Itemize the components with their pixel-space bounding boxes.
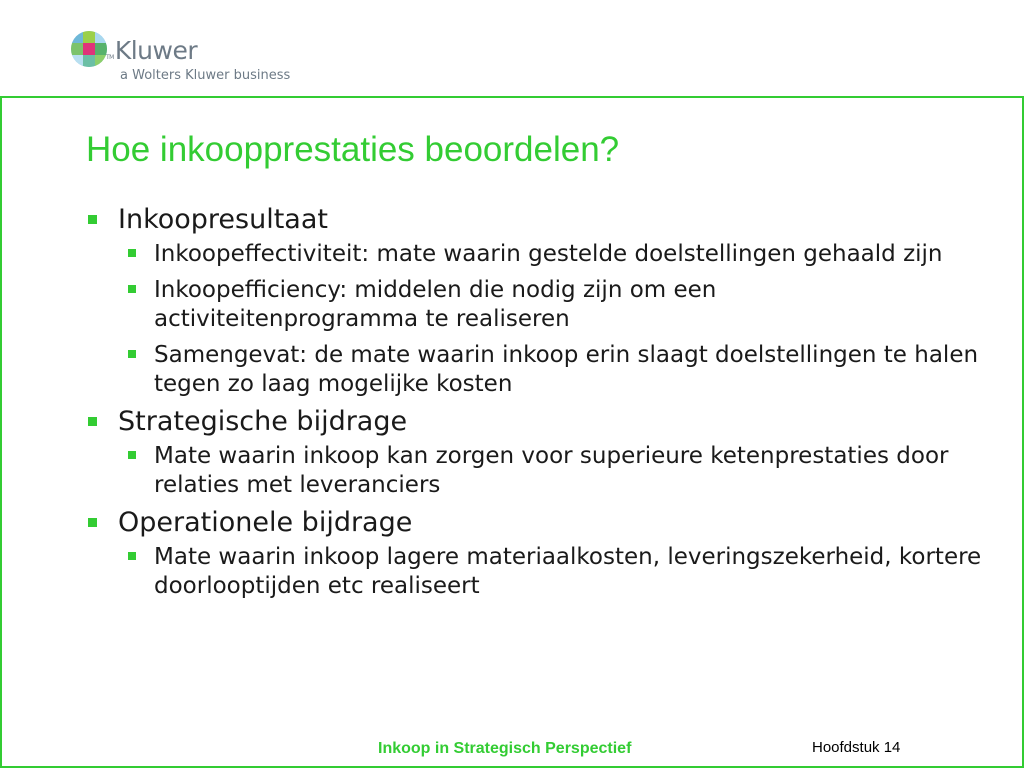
bullet-item <box>86 406 986 438</box>
slide-title: Hoe inkoopprestaties beoordelen? <box>86 130 620 169</box>
footer-book-title: Inkoop in Strategisch Perspectief <box>378 740 632 757</box>
sub-bullet-item <box>86 442 986 501</box>
sub-bullet-list <box>86 442 986 501</box>
bullet-square-icon <box>88 417 97 426</box>
bullet-square-icon <box>88 215 97 224</box>
sub-bullet-item <box>86 240 986 270</box>
sub-bullet-square-icon <box>128 249 136 257</box>
sub-bullet-text: Inkoopefficiency: middelen die nodig zijn om een activiteitenprogramma te realiseren <box>154 276 717 332</box>
sub-bullet-text: Mate waarin inkoop kan zorgen voor superieure ketenprestaties door relaties met leveranciers <box>154 442 949 498</box>
bullet-text: Strategische bijdrage <box>118 405 408 437</box>
sub-bullet-square-icon <box>128 350 136 358</box>
sub-bullet-text: Mate waarin inkoop lagere materiaalkosten, leveringszekerheid, kortere doorlooptijden etc realiseert <box>154 543 982 599</box>
sub-bullet-item <box>86 276 986 335</box>
sub-bullet-list <box>86 543 986 602</box>
bullet-list <box>86 204 986 608</box>
sub-bullet-text: Inkoopeffectiviteit: mate waarin gestelde doelstellingen gehaald zijn <box>154 241 943 267</box>
sub-bullet-square-icon <box>128 552 136 560</box>
sub-bullet-square-icon <box>128 451 136 459</box>
sub-bullet-text: Samengevat: de mate waarin inkoop erin slaagt doelstellingen te halen tegen zo laag mogelijke kosten <box>154 341 979 397</box>
sub-bullet-square-icon <box>128 285 136 293</box>
bullet-text: Inkoopresultaat <box>118 204 328 235</box>
kluwer-logo-mark-icon <box>70 30 108 68</box>
bullet-square-icon <box>88 518 97 527</box>
logo-wordmark <box>106 36 197 65</box>
sub-bullet-item <box>86 543 986 602</box>
logo-tagline: a Wolters Kluwer business <box>120 68 291 83</box>
kluwer-logo <box>70 30 310 86</box>
footer-chapter: Hoofdstuk 14 <box>812 739 901 756</box>
bullet-text: Operationele bijdrage <box>118 506 413 538</box>
sub-bullet-list <box>86 240 986 400</box>
bullet-item <box>86 204 986 236</box>
bullet-item <box>86 507 986 539</box>
logo-trademark: TM <box>106 54 114 61</box>
sub-bullet-item <box>86 341 986 400</box>
logo-brand: Kluwer <box>114 36 198 65</box>
